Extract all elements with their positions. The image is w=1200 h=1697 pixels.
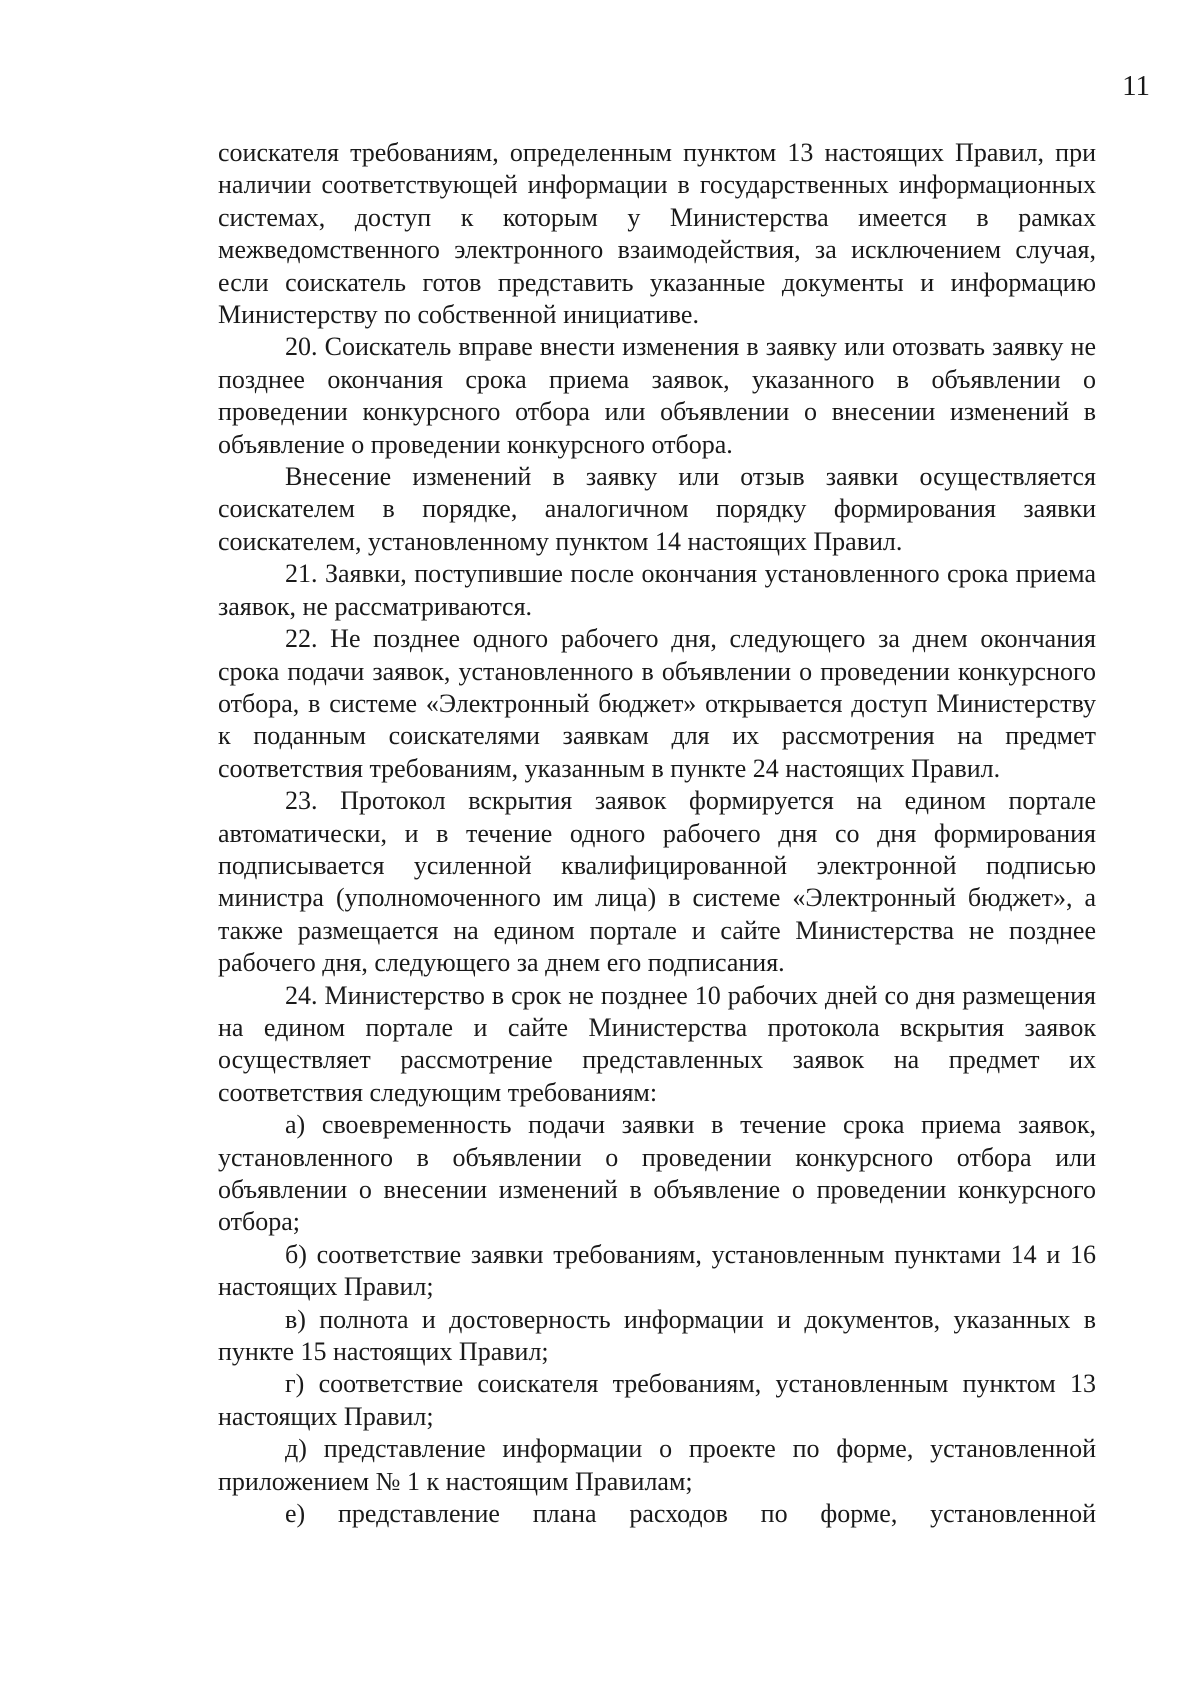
page-number: 11 <box>1122 70 1150 102</box>
subitem-g: г) соответствие соискателя требованиям, установленным пунктом 13 настоящих Правил; <box>218 1369 1096 1431</box>
paragraph-item-24: 24. Министерство в срок не позднее 10 рабочих дней со дня размещения на едином портале и сайте Министерства протокола вскрытия заявок осуществляет рассмотрение представленных заявок на предмет их соответствия следующим требованиям: <box>218 980 1096 1107</box>
paragraph-item-20-cont: Внесение изменений в заявку или отзыв заявки осуществляется соискателем в порядке, аналогичном порядку формирования заявки соискателем, установленному пунктом 14 настоящих Правил. <box>218 462 1096 556</box>
paragraph-item-20: 20. Соискатель вправе внести изменения в заявку или отозвать заявку не позднее окончания срока приема заявок, указанного в объявлении о проведении конкурсного отбора или объявлении о внесении изменений в объявление о проведении конкурсного отбора. <box>218 332 1096 459</box>
paragraph-continuation: соискателя требованиям, определенным пунктом 13 настоящих Правил, при наличии соответствующей информации в государственных информационных системах, доступ к которым у Министерства имеется в рамках межведомственного электронного взаимодействия, за исключением случая, если соискатель готов представить указанные документы и информацию Министерству по собственной инициативе. <box>218 138 1096 330</box>
paragraph-item-22: 22. Не позднее одного рабочего дня, следующего за днем окончания срока подачи заявок, установленного в объявлении о проведении конкурсного отбора, в системе «Электронный бюджет» открывается доступ Министерству к поданным соискателями заявкам для их рассмотрения на предмет соответствия требованиям, указанным в пункте 24 настоящих Правил. <box>218 624 1096 783</box>
subitem-e: е) представление плана расходов по форме, установленной <box>285 1499 1096 1529</box>
subitem-a: а) своевременность подачи заявки в течение срока приема заявок, установленного в объявлении о проведении конкурсного отбора или объявлении о внесении изменений в объявление о проведении конкурсного отбора; <box>218 1110 1096 1237</box>
subitem-b: б) соответствие заявки требованиям, установленным пунктами 14 и 16 настоящих Правил; <box>218 1239 1096 1302</box>
paragraph-item-21: 21. Заявки, поступившие после окончания установленного срока приема заявок, не рассматриваются. <box>218 559 1096 621</box>
document-body <box>218 137 1096 1530</box>
subitem-v: в) полнота и достоверность информации и документов, указанных в пункте 15 настоящих Правил; <box>218 1304 1096 1367</box>
subitem-d: д) представление информации о проекте по форме, установленной приложением № 1 к настоящим Правилам; <box>218 1434 1096 1496</box>
paragraph-item-23: 23. Протокол вскрытия заявок формируется на едином портале автоматически, и в течение одного рабочего дня со дня формирования подписывается усиленной квалифицированной электронной подписью министра (уполномоченного им лица) в системе «Электронный бюджет», а также размещается на едином портале и сайте Министерства не позднее рабочего дня, следующего за днем его подписания. <box>218 786 1096 978</box>
